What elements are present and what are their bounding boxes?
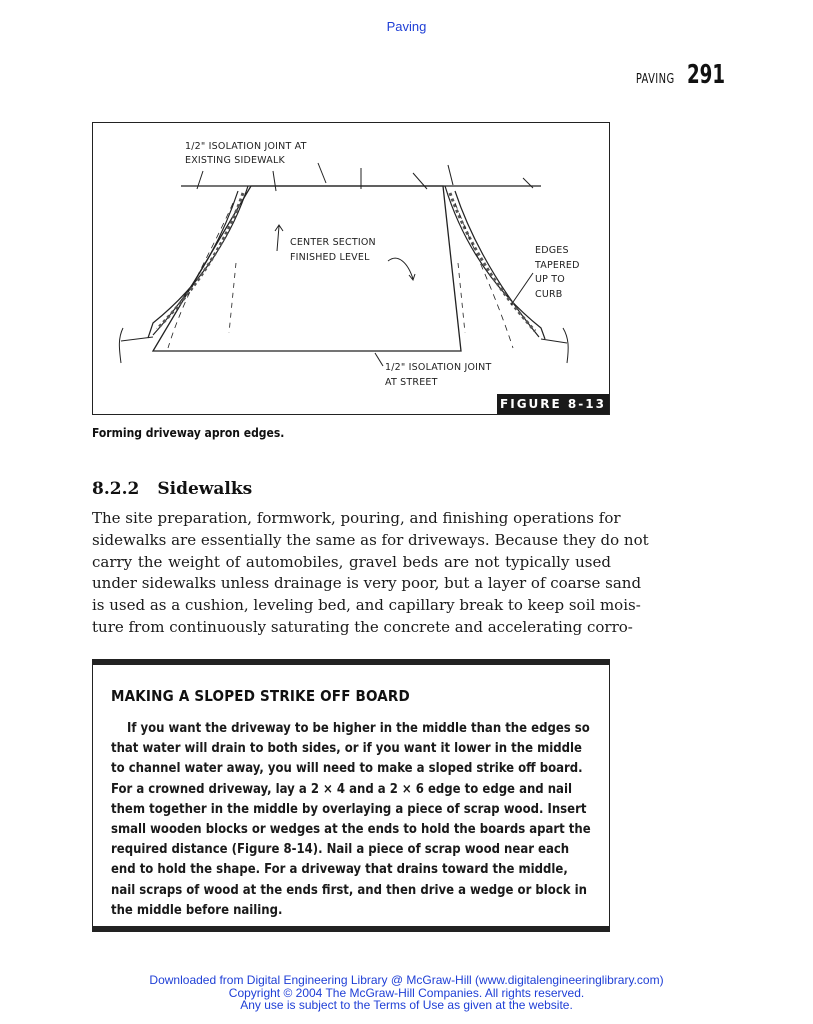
sidebar-line: required distance (Figure 8-14). Nail a piece of scrap wood near each: [111, 842, 570, 858]
body-line: ture from continuously saturating the concrete and accelerating corro-: [92, 617, 633, 636]
center-slab: [153, 186, 461, 351]
sidebar-line: to channel water away, you will need to make a sloped strike off board.: [111, 761, 583, 777]
top-chapter-link[interactable]: Paving: [386, 19, 427, 34]
label-street-1: 1/2" ISOLATION JOINT: [385, 362, 492, 373]
leader-line: [273, 171, 276, 191]
footer: [0, 974, 813, 1012]
left-edge-form: [148, 186, 248, 338]
label-isolation-top-2: EXISTING SIDEWALK: [185, 155, 285, 166]
label-edges-1: EDGES: [535, 245, 569, 256]
label-street-2: AT STREET: [385, 377, 438, 388]
figure-caption: Forming driveway apron edges.: [92, 426, 285, 440]
left-curb: [119, 328, 123, 363]
center-arrow-up: [275, 225, 283, 251]
sidebar-line: the middle before nailing.: [111, 902, 283, 918]
sidebar-body: [111, 719, 591, 921]
label-edges-3: UP TO: [535, 274, 565, 285]
footer-copyright: Copyright © 2004 The McGraw-Hill Companies. All rights reserved.: [228, 985, 585, 1000]
section-number: 8.2.2: [92, 479, 140, 499]
right-edge-taper: [455, 203, 513, 348]
label-isolation-top-1: 1/2" ISOLATION JOINT AT: [185, 141, 307, 152]
label-center-1: CENTER SECTION: [290, 237, 376, 248]
label-edges-2: TAPERED: [535, 260, 580, 271]
sidebar-line: If you want the driveway to be higher in the middle than the edges so: [127, 721, 590, 736]
edges-leader: [511, 273, 533, 305]
sidebar-line: that water will drain to both sides, or if you want it lower in the middle: [111, 741, 582, 757]
footer-terms[interactable]: Any use is subject to the Terms of Use as given at the website.: [240, 998, 573, 1012]
body-line: sidewalks are essentially the same as for driveways. Because they do not: [92, 530, 649, 549]
right-curb-top: [541, 339, 567, 343]
figure-8-13: [92, 122, 610, 415]
running-head-section: PAVING: [635, 72, 675, 87]
sidebar-line: nail scraps of wood at the ends first, and then drive a wedge or block in: [111, 882, 587, 898]
right-edge-hatch: [450, 193, 535, 331]
label-edges-4: CURB: [535, 289, 563, 300]
figure-tag: FIGURE 8-13: [497, 394, 609, 414]
page-number: 291: [686, 60, 725, 90]
driveway-apron-drawing: [93, 123, 608, 413]
body-line: under sidewalks unless drainage is very poor, but a layer of coarse sand: [92, 574, 642, 593]
section-title: Sidewalks: [157, 479, 253, 499]
left-curb-top: [121, 337, 153, 341]
sidebar-line: end to hold the shape. For a driveway that drains toward the middle,: [111, 862, 568, 878]
section-heading: [92, 479, 252, 499]
sidebar-box: [92, 659, 610, 932]
running-head: [629, 60, 741, 90]
leader-line: [318, 163, 326, 183]
center-dash-left: [229, 263, 236, 333]
street-leader: [375, 353, 383, 366]
body-line: The site preparation, formwork, pouring, and finishing operations for: [92, 509, 621, 527]
right-edge-form: [445, 186, 545, 339]
sidebar-line: small wooden blocks or wedges at the ends to hold the boards apart the: [111, 822, 591, 838]
body-line: carry the weight of automobiles, gravel beds are not typically used: [92, 552, 611, 571]
leader-line: [448, 165, 453, 185]
body-line: is used as a cushion, leveling bed, and capillary break to keep soil mois-: [92, 596, 641, 615]
label-center-2: FINISHED LEVEL: [290, 252, 370, 263]
sidebar-line: them together in the middle by overlaying a piece of scrap wood. Insert: [111, 801, 587, 817]
center-dash-right: [458, 263, 465, 333]
center-arrow-down: [388, 258, 415, 280]
section-body: [92, 508, 649, 639]
right-curb: [563, 328, 568, 363]
sidebar-line: For a crowned driveway, lay a 2 × 4 and a 2 × 6 edge to edge and nail: [111, 781, 572, 797]
footer-download-link[interactable]: Downloaded from Digital Engineering Library @ McGraw-Hill (www.digitalengineeringlibrary.com): [149, 973, 664, 987]
sidebar-title: MAKING A SLOPED STRIKE OFF BOARD: [111, 687, 410, 705]
